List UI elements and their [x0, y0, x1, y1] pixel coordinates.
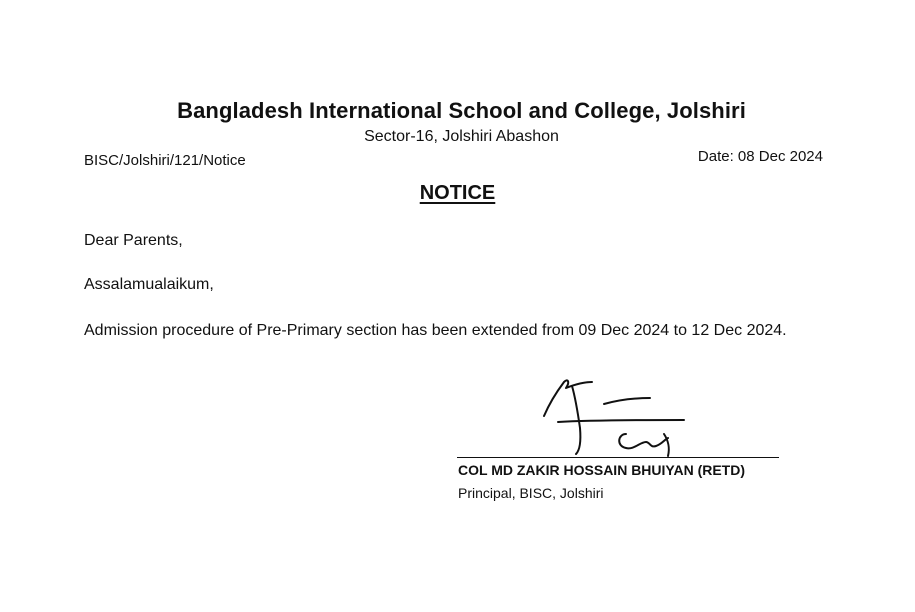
handwritten-signature — [530, 370, 690, 460]
notice-date: Date: 08 Dec 2024 — [697, 148, 823, 165]
greeting: Assalamualaikum, — [84, 276, 214, 293]
signatory-title: Principal, BISC, Jolshiri — [458, 485, 604, 501]
notice-body: Admission procedure of Pre-Primary section has been extended from 09 Dec 2024 to 12 Dec 2024. — [84, 322, 787, 339]
reference-number: BISC/Jolshiri/121/Notice — [84, 152, 246, 169]
school-name: Bangladesh International School and College, Jolshiri — [177, 98, 746, 123]
signature-line — [457, 457, 779, 458]
signatory-name: COL MD ZAKIR HOSSAIN BHUIYAN (RETD) — [458, 462, 746, 478]
school-address: Sector-16, Jolshiri Abashon — [364, 128, 559, 145]
notice-title: NOTICE — [419, 182, 496, 204]
salutation: Dear Parents, — [84, 232, 183, 249]
